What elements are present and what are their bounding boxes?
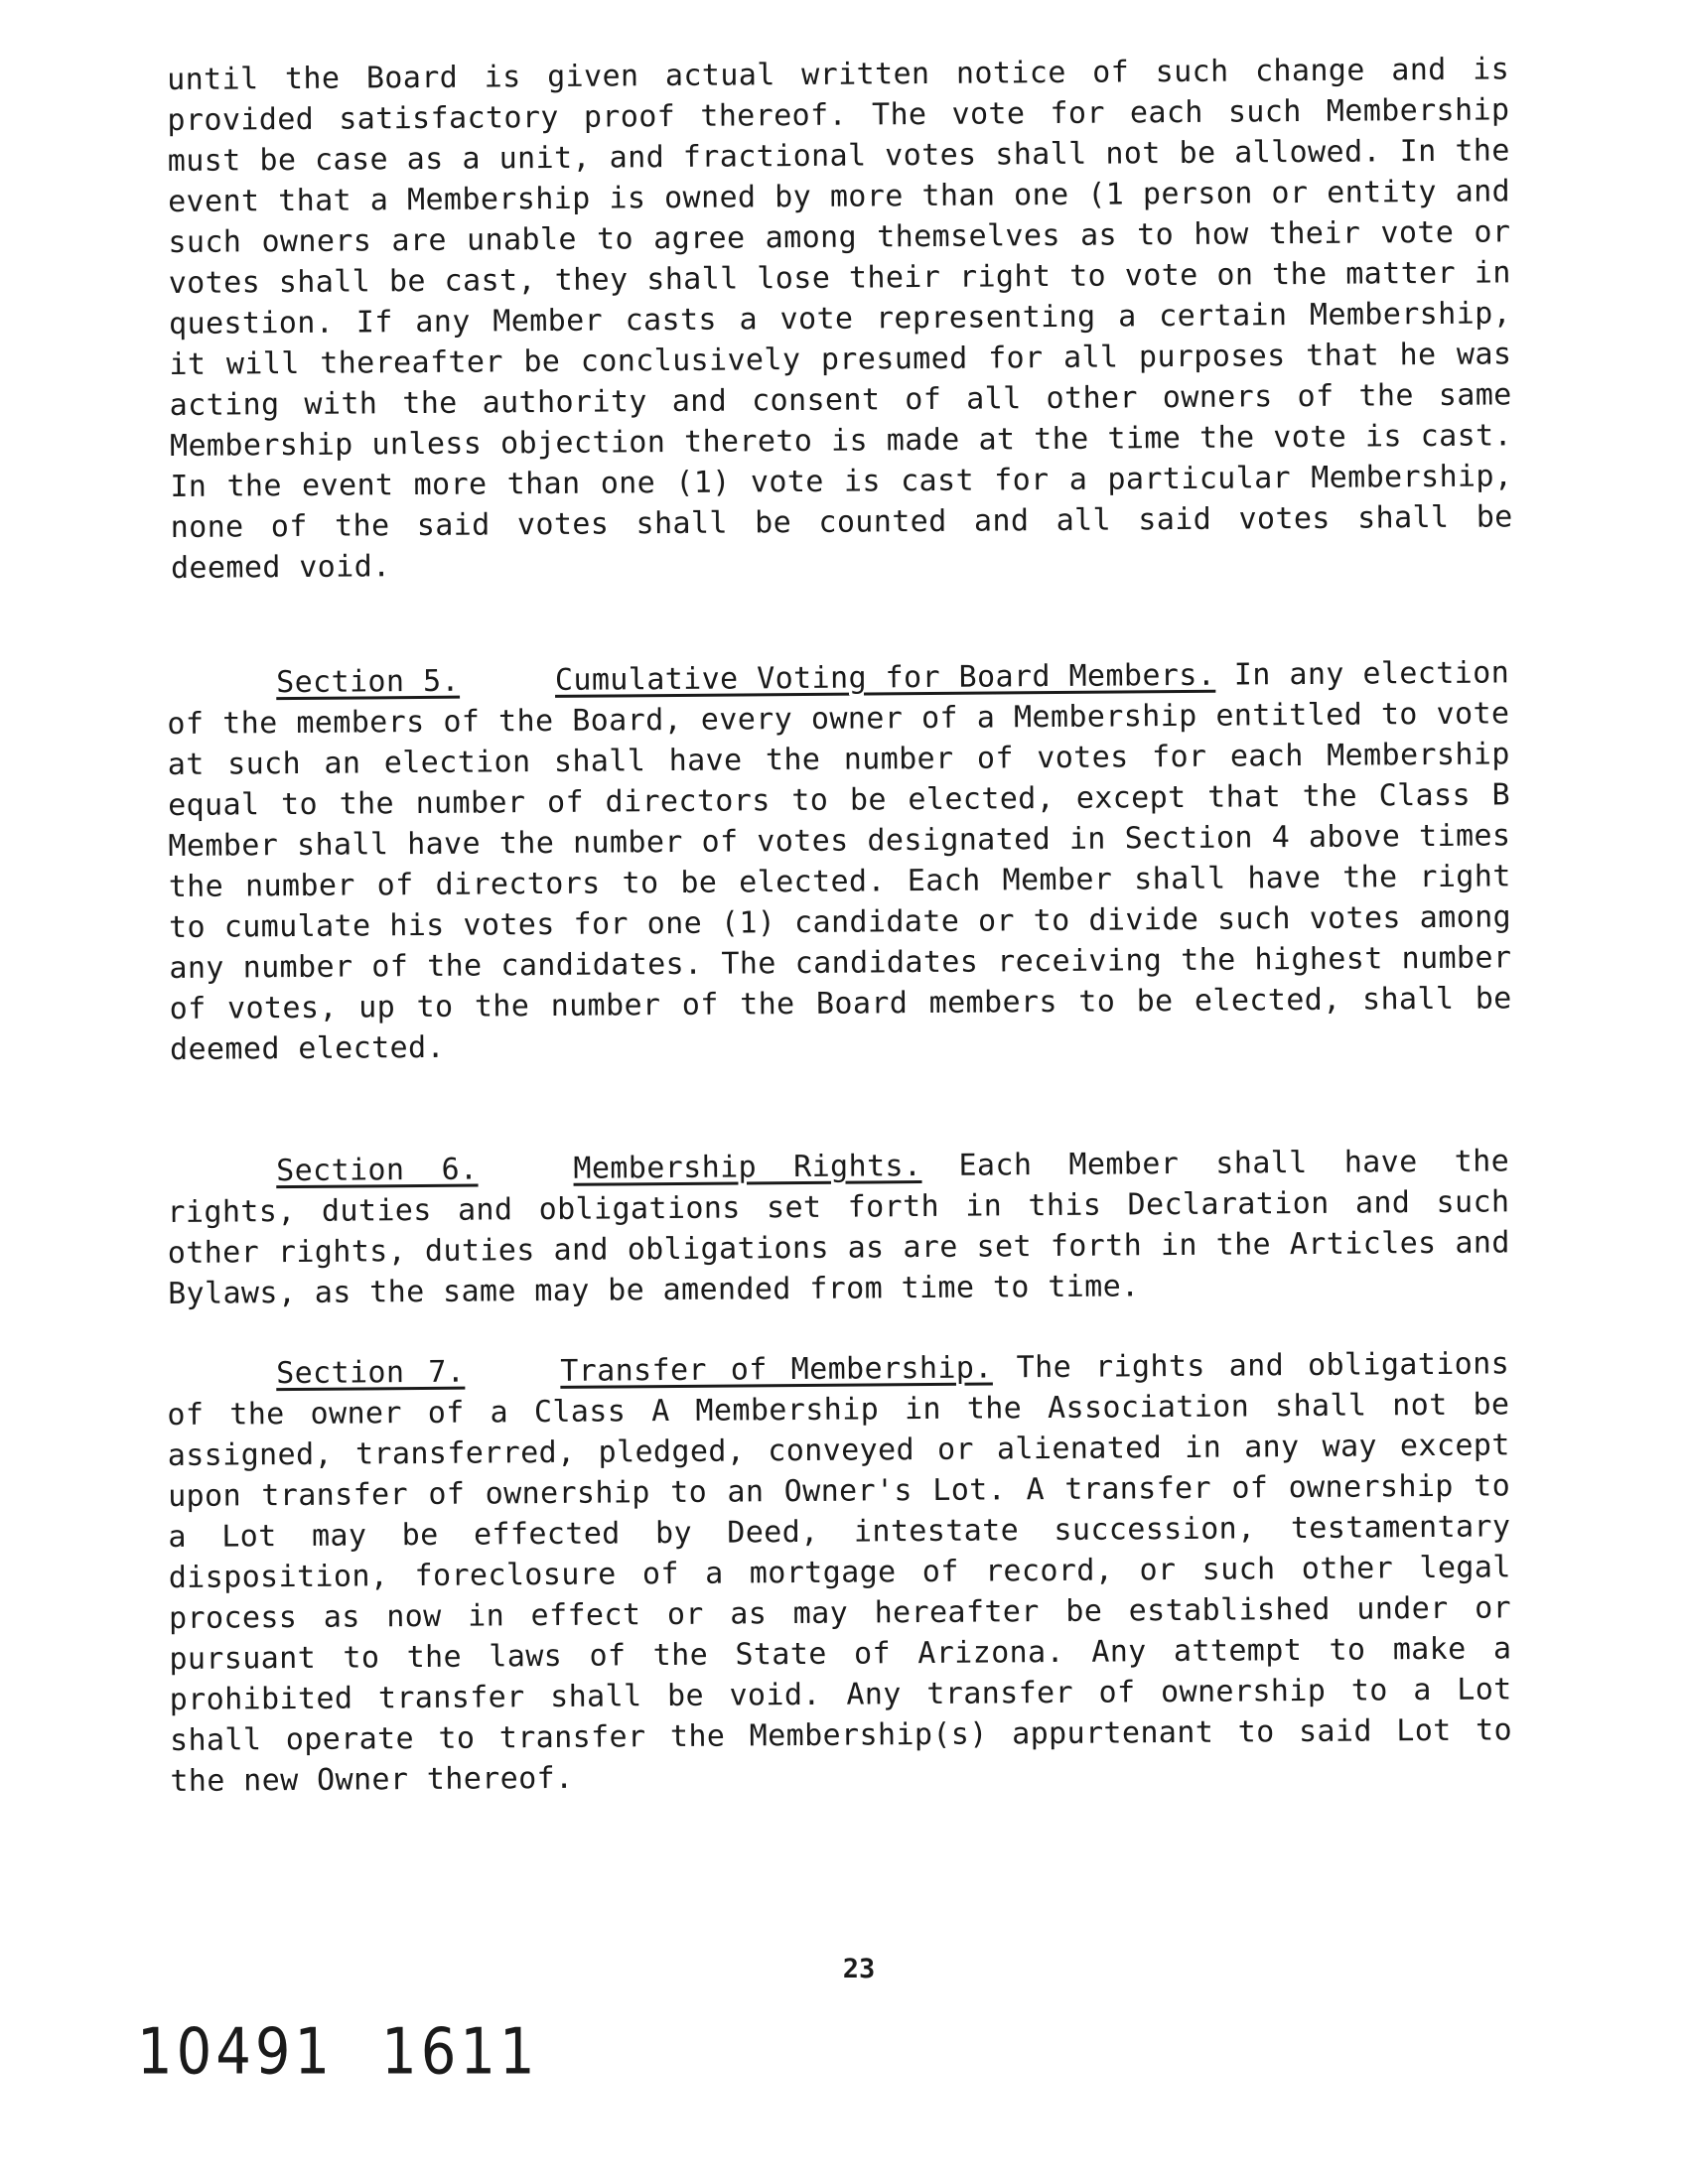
- section-6-title: Membership Rights.: [573, 1149, 922, 1186]
- section-5-body: In any election of the members of the Board, every owner of a Membership entitled to vote at such an election shall have the number of votes for each Membership equal to the number of directors to be elected, except that the Class B Member shall have the number of votes designated in Section 4 above times the number of directors to be elected. Each Member shall have the right to cumulate his votes for one (1) candidate or to divide such votes among any number of the candidates. The candidates receiving the highest number of votes, up to the number of the Board members to be elected, shall be deemed elected.: [167, 655, 1512, 1067]
- section-6-body: Each Member shall have the rights, duties and obligations set forth in this Declaration and such other rights, duties and obligations as are set forth in the Articles and Bylaws, as the same may be amended from time to time.: [167, 1144, 1510, 1311]
- section-7-title: Transfer of Membership.: [560, 1350, 993, 1389]
- section-7-paragraph: [167, 1343, 1513, 1802]
- section-6-paragraph: [167, 1141, 1510, 1314]
- recording-page: 1611: [381, 2015, 539, 2090]
- section-5-title: Cumulative Voting for Board Members.: [554, 657, 1216, 698]
- section-5-paragraph: [167, 652, 1512, 1070]
- section-7-number: Section 7.: [276, 1354, 466, 1392]
- recording-stamp: [137, 2015, 539, 2090]
- page-number: 23: [842, 1954, 876, 1984]
- section-5-number: Section 5.: [276, 663, 461, 701]
- section-6-number: Section 6.: [276, 1152, 479, 1189]
- continuation-paragraph: until the Board is given actual written notice of such change and is provided satisfactory proof thereof. The vote for each such Membership must be case as a unit, and fractional votes shall not be allowed. In the event that a Membership is owned by more than one (1 person or entity and such owners are unable to agree among themselves as to how their vote or votes shall be cast, they shall lose their right to vote on the matter in question. If any Member casts a vote representing a certain Membership, it will thereafter be conclusively presumed for all purposes that he was acting with the authority and consent of all other owners of the same Membership unless objection thereto is made at the time the vote is cast. In the event more than one (1) vote is cast for a particular Membership, none of the said votes shall be counted and all said votes shall be deemed void.: [167, 52, 1513, 586]
- recording-docket: 10491: [137, 2015, 335, 2090]
- section-7-body: The rights and obligations of the owner of a Class A Membership in the Association shall not be assigned, transferred, pledged, conveyed or alienated in any way except upon transfer of ownership to an Owner's Lot. A transfer of ownership to a Lot may be effected by Deed, intestate succession, testamentary disposition, foreclosure of a mortgage of record, or such other legal process as now in effect or as may hereafter be established under or pursuant to the laws of the State of Arizona. Any attempt to make a prohibited transfer shall be void. Any transfer of ownership to a Lot shall operate to transfer the Membership(s) appurtenant to said Lot to the new Owner thereof.: [167, 1346, 1513, 1799]
